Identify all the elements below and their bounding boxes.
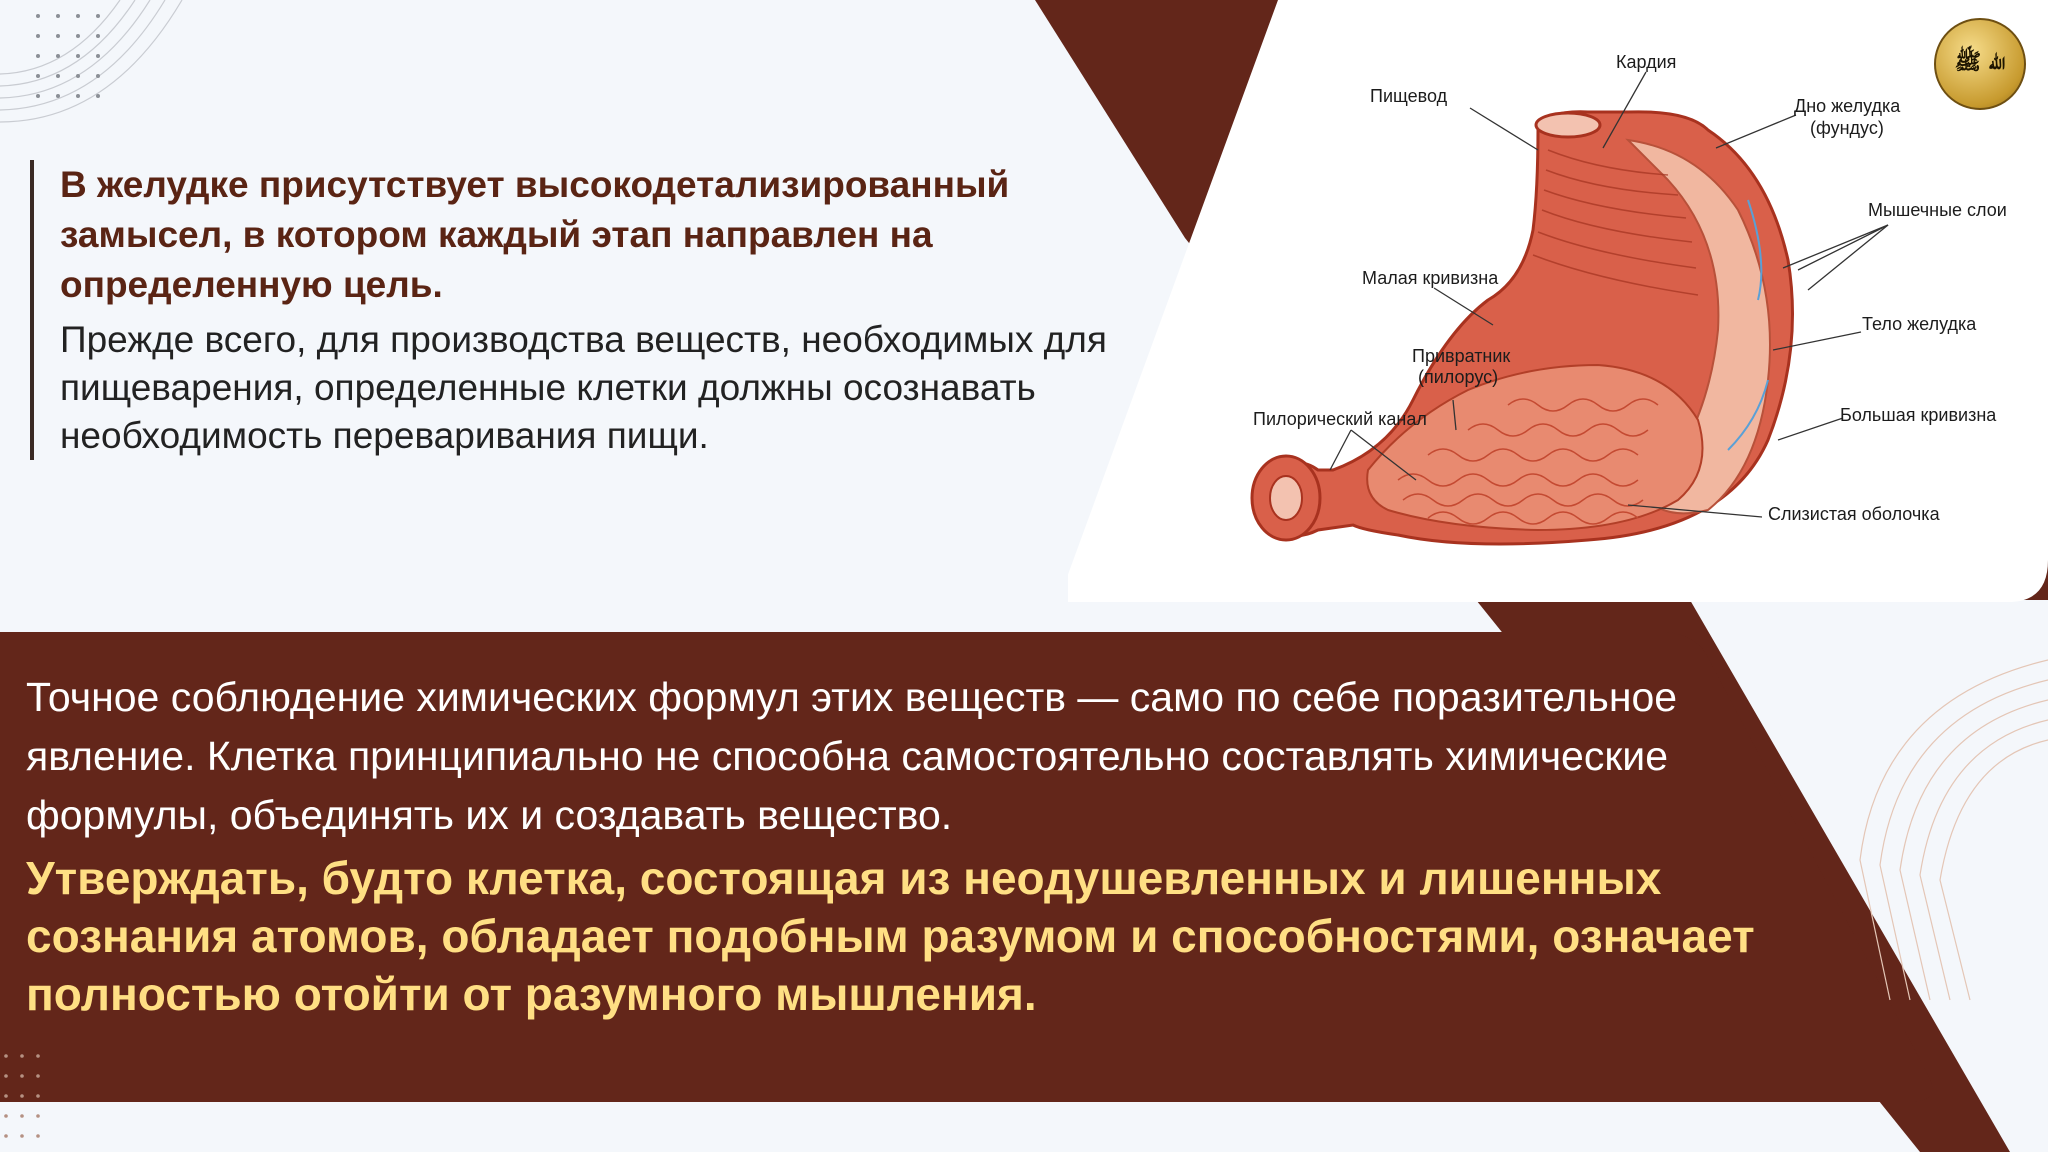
label-pylorus-2: (пилорус)	[1418, 367, 1499, 387]
bottom-bold-text: Утверждать, будто клетка, состоящая из неодушевленных и лишенных сознания атомов, обладает подобным разумом и способностями, означает полностью отойти от разумного мышления.	[26, 852, 1755, 1020]
label-mucosa: Слизистая оболочка	[1768, 504, 1940, 524]
intro-regular-text: Прежде всего, для производства веществ, необходимых для пищеварения, определенные клетки должны осознавать необходимость переваривания пищи.	[60, 319, 1107, 456]
intro-text-block	[30, 160, 1180, 460]
label-pyloric-canal: Пилорический канал	[1253, 409, 1427, 429]
bottom-regular-text: Точное соблюдение химических формул этих веществ — само по себе поразительное явление. Клетка принципиально не способна самостоятельно составлять химические формулы, объединять их и создавать вещество.	[26, 674, 1678, 838]
dot-grid-bottom-left	[2, 1052, 46, 1152]
label-lesser-curvature: Малая кривизна	[1362, 268, 1499, 288]
bottom-text-block	[26, 668, 1856, 1023]
label-cardia: Кардия	[1616, 52, 1677, 72]
label-greater-curvature: Большая кривизна	[1840, 405, 1997, 425]
label-fundus-1: Дно желудка	[1794, 96, 1901, 116]
dot-grid-top-left	[34, 10, 114, 100]
intro-bold-text: В желудке присутствует высокодетализированный замысел, в котором каждый этап направлен на определенную цель.	[60, 164, 1010, 305]
label-muscle-layers: Мышечные слои	[1868, 200, 2007, 220]
label-pylorus-1: Привратник	[1412, 346, 1511, 366]
calligraphy-logo	[1934, 18, 2026, 110]
stomach-diagram	[1068, 0, 2048, 602]
label-body: Тело желудка	[1862, 314, 1977, 334]
label-fundus-2: (фундус)	[1810, 118, 1884, 138]
label-esophagus: Пищевод	[1370, 86, 1448, 106]
logo-text: ﷲ ﷺ	[1954, 49, 2006, 75]
